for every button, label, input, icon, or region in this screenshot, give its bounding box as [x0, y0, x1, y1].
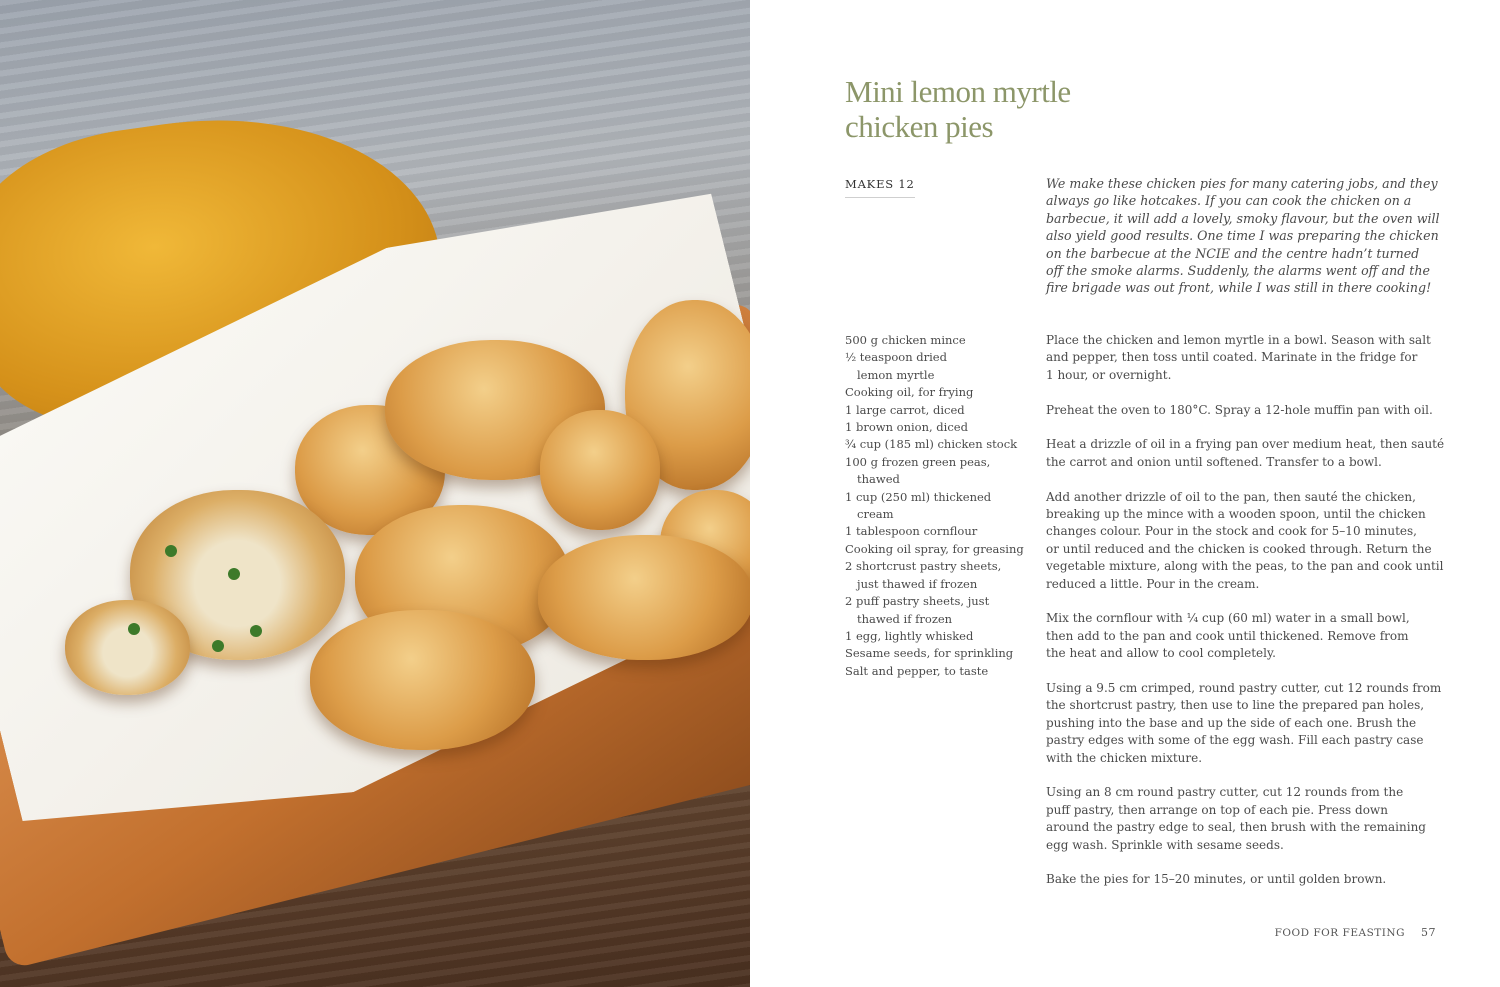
method-step: Bake the pies for 15–20 minutes, or until golden brown.	[1046, 872, 1387, 887]
cut-pie	[65, 600, 190, 695]
ingredient-item: 500 g chicken mince	[845, 333, 966, 347]
section-name: FOOD FOR FEASTING	[1274, 927, 1405, 939]
ingredient-item: ¾ cup (185 ml) chicken stock	[845, 437, 1018, 452]
ingredient-item: 100 g frozen green peas, thawed	[845, 454, 991, 487]
recipe-title: Mini lemon myrtle chicken pies	[845, 74, 1071, 144]
method-step: Preheat the oven to 180°C. Spray a 12-hole muffin pan with oil.	[1046, 402, 1433, 417]
ingredient-item: Cooking oil spray, for greasing	[845, 541, 1024, 556]
pea	[128, 623, 140, 635]
method-step: Using an 8 cm round pastry cutter, cut 12 rounds from the puff pastry, then arrange on top of each pie. Press down around the pastry edge to seal, then brush with the remaining egg wash. Sprinkle with sesame seeds.	[1046, 785, 1426, 852]
method-step: Mix the cornflour with ¼ cup (60 ml) water in a small bowl, then add to the pan and cook until thickened. Remove from the heat and allow to cool completely.	[1046, 611, 1410, 661]
yield-label: MAKES 12	[845, 177, 915, 198]
pie	[310, 610, 535, 750]
page-footer	[1275, 926, 1436, 939]
ingredient-item: Sesame seeds, for sprinkling	[845, 646, 1014, 661]
pie	[540, 410, 660, 530]
ingredient-item: ½ teaspoon dried lemon myrtle	[845, 350, 947, 382]
ingredient-item: 2 shortcrust pastry sheets, just thawed if frozen	[845, 559, 1002, 591]
ingredient-item: 2 puff pastry sheets, just thawed if frozen	[845, 594, 990, 626]
pea	[212, 640, 224, 652]
ingredient-item: Salt and pepper, to taste	[845, 663, 989, 678]
ingredient-item: 1 large carrot, diced	[845, 402, 965, 417]
method-step: Using a 9.5 cm crimped, round pastry cutter, cut 12 rounds from the shortcrust pastry, then use to line the prepared pan holes, pushing into the base and up the side of each one. Brush the pastry edges with some of the egg wash. Fill each pastry case with the chicken mixture.	[1046, 681, 1442, 765]
pea	[228, 568, 240, 580]
method-step: Place the chicken and lemon myrtle in a bowl. Season with salt and pepper, then toss until coated. Marinate in the fridge for 1 hour, or overnight.	[1046, 333, 1431, 382]
method-step: Heat a drizzle of oil in a frying pan over medium heat, then sauté the carrot and onion until softened. Transfer to a bowl.	[1046, 437, 1445, 469]
ingredient-item: 1 tablespoon cornflour	[845, 524, 978, 539]
ingredient-list	[845, 332, 1035, 680]
ingredient-item: Cooking oil, for frying	[845, 385, 974, 400]
pie	[538, 535, 750, 660]
ingredient-item: 1 cup (250 ml) thickened cream	[845, 489, 992, 522]
ingredient-item: 1 brown onion, diced	[845, 420, 968, 435]
method-step: Add another drizzle of oil to the pan, then sauté the chicken, breaking up the mince with a wooden spoon, until the chicken changes colour. Pour in the stock and cook for 5–10 minutes, or until reduced and the chicken is cooked through. Return the vegetable mixture, along with the peas, to the pan and cook until reduced a little. Pour in the cream.	[1046, 489, 1444, 591]
pea	[165, 545, 177, 557]
page-number: 57	[1421, 926, 1436, 939]
pea	[250, 625, 262, 637]
ingredient-item: 1 egg, lightly whisked	[845, 628, 974, 643]
recipe-intro: We make these chicken pies for many catering jobs, and they always go like hotcakes. If you can cook the chicken on a barbecue, it will add a lovely, smoky flavour, but the oven will also yield good results. One time I was preparing the chicken on the barbecue at the NCIE and the centre hadn’t turned off the smoke alarms. Suddenly, the alarms went off and the fire brigade was out front, while I was still in there cooking!	[1046, 176, 1440, 296]
method-steps	[1046, 332, 1456, 906]
